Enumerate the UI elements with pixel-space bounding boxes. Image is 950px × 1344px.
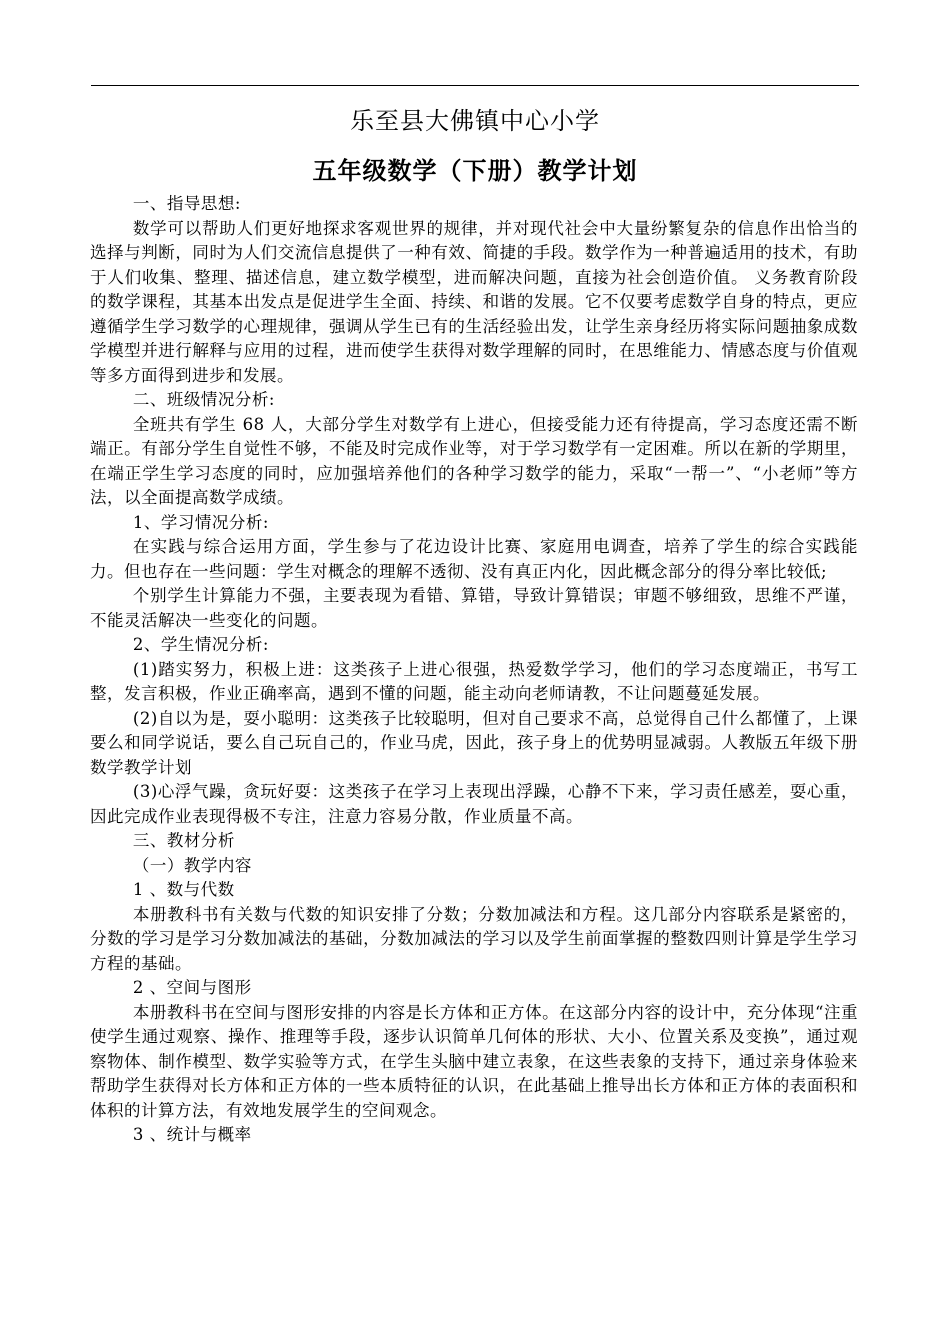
subsection-heading-students: 2、学生情况分析: [132, 635, 269, 654]
section-heading-textbook: 三、教材分析 [132, 831, 235, 850]
section-heading-class-analysis: 二、班级情况分析: [132, 390, 275, 409]
student-type-3: (3)心浮气躁，贪玩好耍：这类孩子在学习上表现出浮躁，心静不下来，学习责任感差，耍心重，因此完成作业表现得极不专注，注意力容易分散，作业质量不高。 [90, 782, 858, 826]
subsection-heading-number-algebra: 1 、数与代数 [132, 880, 235, 899]
subsection-heading-space-shape: 2 、空间与图形 [132, 978, 252, 997]
document-title: 五年级数学（下册）教学计划 [312, 157, 638, 185]
subsection-heading-learning: 1、学习情况分析: [132, 512, 269, 532]
paragraph-class-analysis: 全班共有学生 68 人，大部分学生对数学有上进心，但接受能力还有待提高，学习态度还需不断端正。有部分学生自觉性不够，不能及时完成作业等，对于学习数学有一定困难。所以在新的学期里，在端正学生学习态度的同时，应加强培养他们的各种学习数学的能力，采取“一帮一”、“小老师”等方法，以全面提高数学成绩。 [90, 414, 858, 507]
paragraph-learning-1: 在实践与综合运用方面，学生参与了花边设计比赛、家庭用电调查，培养了学生的综合实践能力。但也存在一些问题：学生对概念的理解不透彻、没有真正内化，因此概念部分的得分率比较低; [90, 537, 858, 581]
paragraph-number-algebra: 本册教科书有关数与代数的知识安排了分数；分数加减法和方程。这几部分内容联系是紧密的，分数的学习是学习分数加减法的基础，分数加减法的学习以及学生前面掌握的整数四则计算是学生学习方程的基础。 [90, 904, 858, 973]
paragraph-learning-2: 个别学生计算能力不强，主要表现为看错、算错，导致计算错误；审题不够细致，思维不严谨，不能灵活解决一些变化的问题。 [90, 586, 858, 630]
document-body [90, 192, 858, 1148]
school-name: 乐至县大佛镇中心小学 [350, 107, 600, 135]
section-heading-guiding: 一、指导思想: [132, 194, 241, 213]
subsection-heading-content: （一）教学内容 [132, 855, 252, 875]
paragraph-guiding: 数学可以帮助人们更好地探求客观世界的规律，并对现代社会中大量纷繁复杂的信息作出恰当的选择与判断，同时为人们交流信息提供了一种有效、简捷的手段。数学作为一种普遍适用的技术，有助于人们收集、整理、描述信息，建立数学模型，进而解决问题，直接为社会创造价值。 义务教育阶段的数学课程，其基本出发点是促进学生全面、持续、和谐的发展。它不仅要考虑数学自身的特点，更应遵循学生学习数学的心理规律，强调从学生已有的生活经验出发，让学生亲身经历将实际问题抽象成数学模型并进行解释与应用的过程，进而使学生获得对数学理解的同时，在思维能力、情感态度与价值观等多方面得到进步和发展。 [90, 218, 858, 385]
paragraph-space-shape: 本册教科书在空间与图形安排的内容是长方体和正方体。在这部分内容的设计中，充分体现“注重使学生通过观察、操作、推理等手段，逐步认识简单几何体的形状、大小、位置关系及变换”，通过观察物体、制作模型、数学实验等方式，在学生头脑中建立表象，在这些表象的支持下，通过亲身体验来帮助学生获得对长方体和正方体的一些本质特征的认识，在此基础上推导出长方体和正方体的表面积和体积的计算方法，有效地发展学生的空间观念。 [90, 1002, 858, 1120]
subsection-heading-statistics: 3 、统计与概率 [132, 1125, 252, 1144]
header-rule [91, 85, 859, 86]
student-type-1: (1)踏实努力，积极上进：这类孩子上进心很强，热爱数学学习，他们的学习态度端正，书写工整，发言积极，作业正确率高，遇到不懂的问题，能主动向老师请教，不让问题蔓延发展。 [90, 659, 858, 703]
student-type-2: (2)自以为是，耍小聪明：这类孩子比较聪明，但对自己要求不高，总觉得自己什么都懂了，上课要么和同学说话，要么自己玩自己的，作业马虎，因此，孩子身上的优势明显减弱。人教版五年级下册数学教学计划 [90, 708, 858, 777]
